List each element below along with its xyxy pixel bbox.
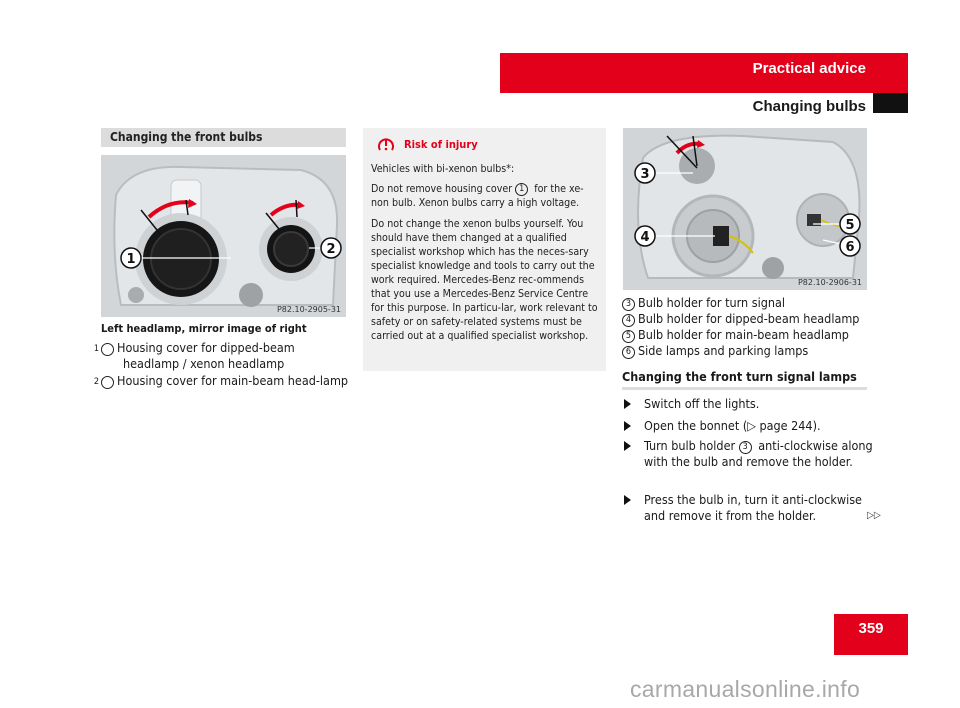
- step-arrow-icon: [624, 495, 631, 505]
- legend-text: Bulb holder for dipped-beam headlamp: [638, 311, 860, 326]
- legend-text: Bulb holder for main-beam headlamp: [638, 327, 849, 342]
- step-item: Turn bulb holder 3 anti-clockwise along with the bulb and remove the holder.: [644, 438, 874, 470]
- legend-item: [622, 311, 872, 327]
- callout-number: 1: [515, 183, 528, 196]
- headlamp-photo-rear: [623, 128, 867, 290]
- step-item: Switch off the lights.: [644, 396, 874, 412]
- legend-item: [93, 340, 353, 372]
- headlamp-photo-front: [101, 155, 346, 317]
- figure-caption: Left headlamp, mirror image of right: [101, 322, 307, 335]
- header-black-tab: [873, 93, 908, 113]
- subheading-rule: [622, 387, 867, 390]
- warning-icon: [376, 134, 396, 158]
- section-title: Changing the front bulbs: [110, 130, 263, 144]
- page-ref-icon[interactable]: ▷: [747, 418, 756, 433]
- step-arrow-icon: [624, 399, 631, 409]
- callout-number: 4: [622, 314, 635, 327]
- callout-3: 3: [640, 167, 650, 182]
- warning-paragraph-2: Do not remove housing cover 1 for the xe-non bulb. Xenon bulbs carry a high voltage.: [371, 183, 584, 209]
- legend-text: Bulb holder for turn signal: [638, 295, 785, 310]
- legend-item: [622, 343, 872, 359]
- callout-number: 3: [622, 298, 635, 311]
- watermark: carmanualsonline.info: [630, 676, 861, 702]
- callout-number: 6: [622, 346, 635, 359]
- continued-marker: ▷▷: [867, 510, 881, 521]
- warning-paragraph-1: Vehicles with bi-xenon bulbs*:: [371, 163, 515, 175]
- step-arrow-icon: [624, 421, 631, 431]
- legend-text: Housing cover for dipped-beam headlamp / xenon headlamp: [117, 340, 295, 371]
- callout-number: 1: [101, 343, 114, 356]
- callout-2: 2: [326, 242, 336, 257]
- header-subsection-title: Changing bulbs: [752, 98, 866, 115]
- callout-6: 6: [845, 240, 855, 255]
- figure-code: P82.10-2906-31: [797, 278, 862, 287]
- callout-number: 3: [739, 441, 752, 454]
- warning-paragraph-3: Do not change the xenon bulbs yourself. You should have them changed at a qualified specialist workshop which has the neces-sary specialist knowledge and tools to carry out the work required. Mercedes-Benz rec-ommends that you use a Mercedes-Benz Service Centre for this purpose. In particu-lar, work relevant to safety or on safety-related systems must be carried out at a qualified specialist workshop.: [371, 218, 598, 342]
- figure-code: P82.10-2905-31: [276, 305, 341, 314]
- callout-1: 1: [126, 252, 136, 267]
- callout-4: 4: [640, 230, 650, 245]
- step-arrow-icon: [624, 441, 631, 451]
- step-item: Open the bonnet (▷ page 244).: [644, 418, 874, 434]
- legend-item: [622, 295, 872, 311]
- callout-number: 2: [101, 376, 114, 389]
- header-section-title: Practical advice: [752, 60, 866, 77]
- warning-title: Risk of injury: [404, 138, 478, 151]
- step-item: Press the bulb in, turn it anti-clockwise and remove it from the holder.: [644, 492, 874, 524]
- subheading: Changing the front turn signal lamps: [622, 369, 857, 384]
- legend-text: Side lamps and parking lamps: [638, 343, 809, 358]
- legend-item: [93, 373, 353, 389]
- callout-number: 5: [622, 330, 635, 343]
- callout-5: 5: [845, 218, 855, 233]
- page-number: 359: [858, 620, 884, 637]
- legend-item: [622, 327, 872, 343]
- legend-text: Housing cover for main-beam head-lamp: [117, 373, 349, 388]
